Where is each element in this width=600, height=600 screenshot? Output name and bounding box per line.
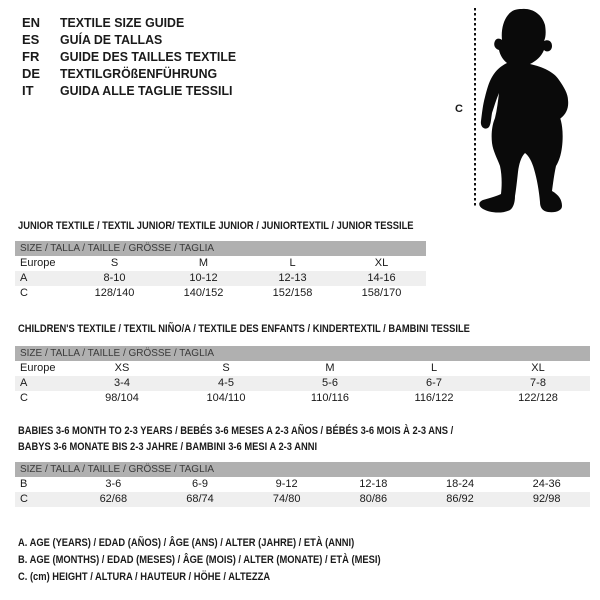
table-cell: L	[289, 257, 296, 269]
table-cell: 152/158	[272, 287, 313, 299]
language-title-list	[22, 14, 245, 99]
table-cell: M	[198, 257, 209, 269]
lang-row-it	[22, 82, 245, 99]
table-cell: 92/98	[532, 493, 561, 505]
table-cell: 110/116	[310, 392, 350, 404]
table-cell: 116/122	[414, 392, 454, 404]
lang-title: GUÍA DE TALLAS	[60, 32, 163, 47]
footnote-c	[18, 569, 445, 586]
lang-row-en	[22, 14, 245, 31]
table-cell: 9-12	[275, 478, 298, 490]
table-cell: S	[222, 362, 230, 374]
table-cell: 3-6	[105, 478, 122, 490]
table-row	[15, 492, 590, 507]
junior-table-title	[18, 219, 483, 233]
row-label: C	[20, 493, 28, 505]
lang-row-fr	[22, 48, 245, 65]
table-cell: XL	[374, 257, 389, 269]
lang-title: GUIDA ALLE TAGLIE TESSILI	[60, 83, 233, 98]
lang-code: DE	[22, 66, 41, 81]
table-cell: 62/68	[99, 493, 128, 505]
table-cell: 68/74	[186, 493, 214, 505]
table-cell: 10-12	[189, 272, 218, 284]
lang-code: EN	[22, 15, 41, 30]
table-cell: S	[110, 257, 119, 269]
table-cell: 80/86	[359, 493, 388, 505]
table-cell: L	[430, 362, 438, 374]
lang-title: TEXTILE SIZE GUIDE	[60, 15, 185, 30]
table-row	[15, 361, 590, 376]
babies-table-title-text2: BABYS 3-6 MONATE BIS 2-3 JAHRE / BAMBINI 3-6 MESI A 2-3 ANNI	[18, 441, 318, 453]
table-cell: 12-13	[278, 272, 307, 284]
table-cell: 140/152	[183, 287, 224, 299]
table-cell: 74/80	[272, 493, 301, 505]
table-cell: 6-9	[192, 478, 208, 490]
lang-code: IT	[22, 83, 34, 98]
children-table-title-text: CHILDREN'S TEXTILE / TEXTIL NIÑO/A / TEXTILE DES ENFANTS / KINDERTEXTIL / BAMBINI TESSILE	[18, 323, 470, 335]
size-header-text: SIZE / TALLA / TAILLE / GRÖSSE / TAGLIA	[20, 463, 215, 475]
babies-size-table	[15, 462, 590, 507]
baby-silhouette-icon	[468, 0, 598, 215]
table-cell: 18-24	[445, 478, 475, 490]
table-row	[15, 391, 590, 406]
size-header-bar	[15, 462, 590, 477]
table-cell: 12-18	[359, 478, 388, 490]
size-header-text: SIZE / TALLA / TAILLE / GRÖSSE / TAGLIA	[20, 242, 215, 254]
row-label: B	[20, 478, 28, 490]
table-cell: 8-10	[103, 272, 126, 284]
row-label: Europe	[20, 362, 56, 374]
table-cell: 158/170	[361, 287, 402, 299]
lang-title: TEXTILGRÖßENFÜHRUNG	[60, 66, 218, 81]
footnote-b	[18, 552, 445, 569]
children-table-title	[18, 322, 550, 336]
lang-code: FR	[22, 49, 40, 64]
footnote-a-text: A. AGE (YEARS) / EDAD (AÑOS) / ÂGE (ANS) / ALTER (JAHRE) / ETÀ (ANNI)	[18, 537, 355, 549]
size-header-text: SIZE / TALLA / TAILLE / GRÖSSE / TAGLIA	[20, 347, 215, 359]
row-label: A	[20, 377, 28, 389]
table-cell: M	[325, 362, 335, 374]
children-size-table	[15, 346, 590, 406]
table-cell: 98/104	[105, 392, 139, 404]
babies-table-title-text1: BABIES 3-6 MONTH TO 2-3 YEARS / BEBÉS 3-6 MESES A 2-3 AÑOS / BÉBÉS 3-6 MOIS À 2-3 ANS /	[18, 425, 454, 437]
size-header-bar	[15, 241, 426, 256]
table-cell: XS	[114, 362, 130, 374]
height-label-c: C	[455, 103, 463, 115]
table-cell: XL	[531, 362, 545, 374]
table-cell: 14-16	[367, 272, 396, 284]
table-row	[15, 376, 590, 391]
table-cell: 104/110	[206, 392, 246, 404]
junior-size-table	[15, 241, 426, 301]
table-cell: 86/92	[446, 493, 474, 505]
lang-row-es	[22, 31, 245, 48]
table-row	[15, 477, 590, 492]
table-row	[15, 256, 426, 271]
table-cell: 7-8	[530, 377, 546, 389]
table-cell: 122/128	[518, 392, 558, 404]
table-row	[15, 271, 426, 286]
footnote-list	[18, 535, 445, 586]
footnote-b-text: B. AGE (MONTHS) / EDAD (MESES) / ÂGE (MOIS) / ALTER (MONATE) / ETÀ (MESI)	[18, 554, 381, 566]
lang-code: ES	[22, 32, 40, 47]
row-label: C	[20, 392, 28, 404]
table-cell: 3-4	[114, 377, 130, 389]
height-figure	[450, 0, 600, 220]
row-label: Europe	[20, 257, 56, 269]
table-cell: 4-5	[218, 377, 234, 389]
table-row	[15, 286, 426, 301]
table-cell: 24-36	[532, 478, 561, 490]
footnote-a	[18, 535, 445, 552]
row-label: C	[20, 287, 28, 299]
table-cell: 6-7	[426, 377, 442, 389]
junior-table-title-text: JUNIOR TEXTILE / TEXTIL JUNIOR/ TEXTILE JUNIOR / JUNIORTEXTIL / JUNIOR TESSILE	[18, 220, 414, 232]
lang-row-de	[22, 65, 245, 82]
babies-table-title-line2	[18, 440, 370, 454]
size-header-bar	[15, 346, 590, 361]
table-cell: 128/140	[94, 287, 135, 299]
babies-table-title-line1	[18, 424, 530, 438]
table-cell: 5-6	[322, 377, 338, 389]
lang-title: GUIDE DES TAILLES TEXTILE	[60, 49, 237, 64]
row-label: A	[20, 272, 28, 284]
footnote-c-text: C. (cm) HEIGHT / ALTURA / HAUTEUR / HÖHE / ALTEZZA	[18, 571, 271, 583]
